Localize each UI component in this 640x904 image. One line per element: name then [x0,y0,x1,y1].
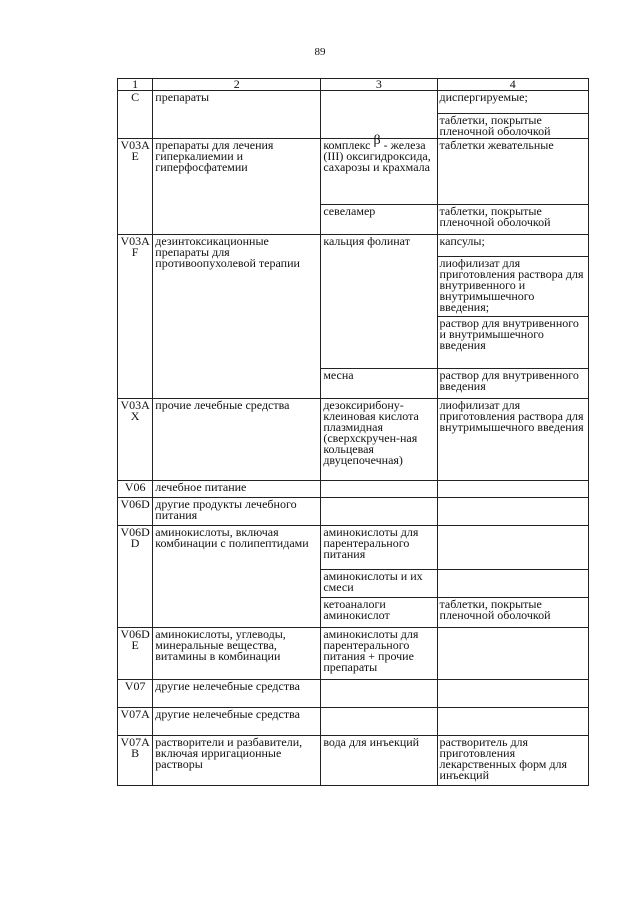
dosage-form: капсулы; [437,235,588,257]
dosage-form: раствор для внутривенного и внутримышечного введения [437,317,588,369]
drug-name: севеламер [321,205,437,235]
drug-name: аминокислоты для парентерального питания + прочие препараты [321,628,437,680]
atc-code: V03A X [118,399,153,481]
group-name: другие продукты лечебного питания [153,498,321,526]
dosage-form: растворитель для приготовления лекарственных форм для инъекций [437,736,588,786]
atc-code: V06D [118,498,153,526]
drug-name: кетоаналоги аминокислот [321,598,437,628]
atc-code: V07A B [118,736,153,786]
drug-name [321,680,437,708]
group-name: дезинтоксикационные препараты для противоопухолевой терапии [153,235,321,399]
table-row [118,736,589,786]
dosage-form: лиофилизат для приготовления раствора для внутривенного и внутримышечного введения; [437,257,588,317]
beta-symbol: β [373,133,381,148]
drug-name: дезоксирибону-клеиновая кислота плазмидная (сверхскручен-ная кольцевая двуцепочечная) [321,399,437,481]
group-name: другие нелечебные средства [153,680,321,708]
drug-name: кальция фолинат [321,235,437,369]
dosage-form: таблетки, покрытые пленочной оболочкой [437,598,588,628]
group-name: лечебное питание [153,481,321,498]
dosage-form [437,526,588,570]
header-col-4: 4 [437,79,588,91]
dosage-form [437,498,588,526]
dosage-form: таблетки, покрытые пленочной оболочкой [437,205,588,235]
dosage-form [437,680,588,708]
table-header-row [118,79,589,91]
drug-name [321,133,437,205]
drug-name [321,708,437,736]
group-name: препараты [153,91,321,139]
drug-table [117,78,589,786]
atc-code: V07 [118,680,153,708]
drug-name: вода для инъекций [321,736,437,786]
dosage-form: таблетки жевательные [437,139,588,205]
table-row [118,498,589,526]
atc-code: V03A E [118,139,153,235]
dosage-form [437,481,588,498]
table-row [118,91,589,114]
table-row [118,680,589,708]
dosage-form: таблетки, покрытые пленочной оболочкой [437,114,588,139]
drug-name: месна [321,369,437,399]
drug-name [321,498,437,526]
header-col-3: 3 [321,79,437,91]
header-col-2: 2 [153,79,321,91]
drug-name [321,481,437,498]
dosage-form: диспергируемые; [437,91,588,114]
group-name: прочие лечебные средства [153,399,321,481]
dosage-form: раствор для внутривенного введения [437,369,588,399]
dosage-form [437,570,588,598]
atc-code: C [118,91,153,139]
dosage-form: лиофилизат для приготовления раствора для внутримышечного введения [437,399,588,481]
table-row [118,628,589,680]
drug-name [321,91,437,139]
dosage-form [437,708,588,736]
page-number: 89 [314,46,326,58]
group-name: аминокислоты, углеводы, минеральные вещества, витамины в комбинации [153,628,321,680]
atc-code: V06D D [118,526,153,628]
table-row [118,139,589,205]
atc-code: V03A F [118,235,153,399]
atc-code: V07A [118,708,153,736]
group-name: аминокислоты, включая комбинации с полипептидами [153,526,321,628]
drug-name: аминокислоты и их смеси [321,570,437,598]
drug-name-part: комплекс [323,138,371,152]
table-row [118,399,589,481]
group-name: препараты для лечения гиперкалиемии и гиперфосфатемии [153,139,321,235]
drug-name: аминокислоты для парентерального питания [321,526,437,570]
table-row [118,481,589,498]
atc-code: V06D E [118,628,153,680]
header-col-1: 1 [118,79,153,91]
table-row [118,526,589,570]
drug-name-part: - железа (III) оксигидроксида, сахарозы и крахмала [323,138,431,174]
group-name: растворители и разбавители, включая ирригационные растворы [153,736,321,786]
atc-code: V06 [118,481,153,498]
group-name: другие нелечебные средства [153,708,321,736]
table-row [118,708,589,736]
table-row [118,235,589,257]
dosage-form [437,628,588,680]
